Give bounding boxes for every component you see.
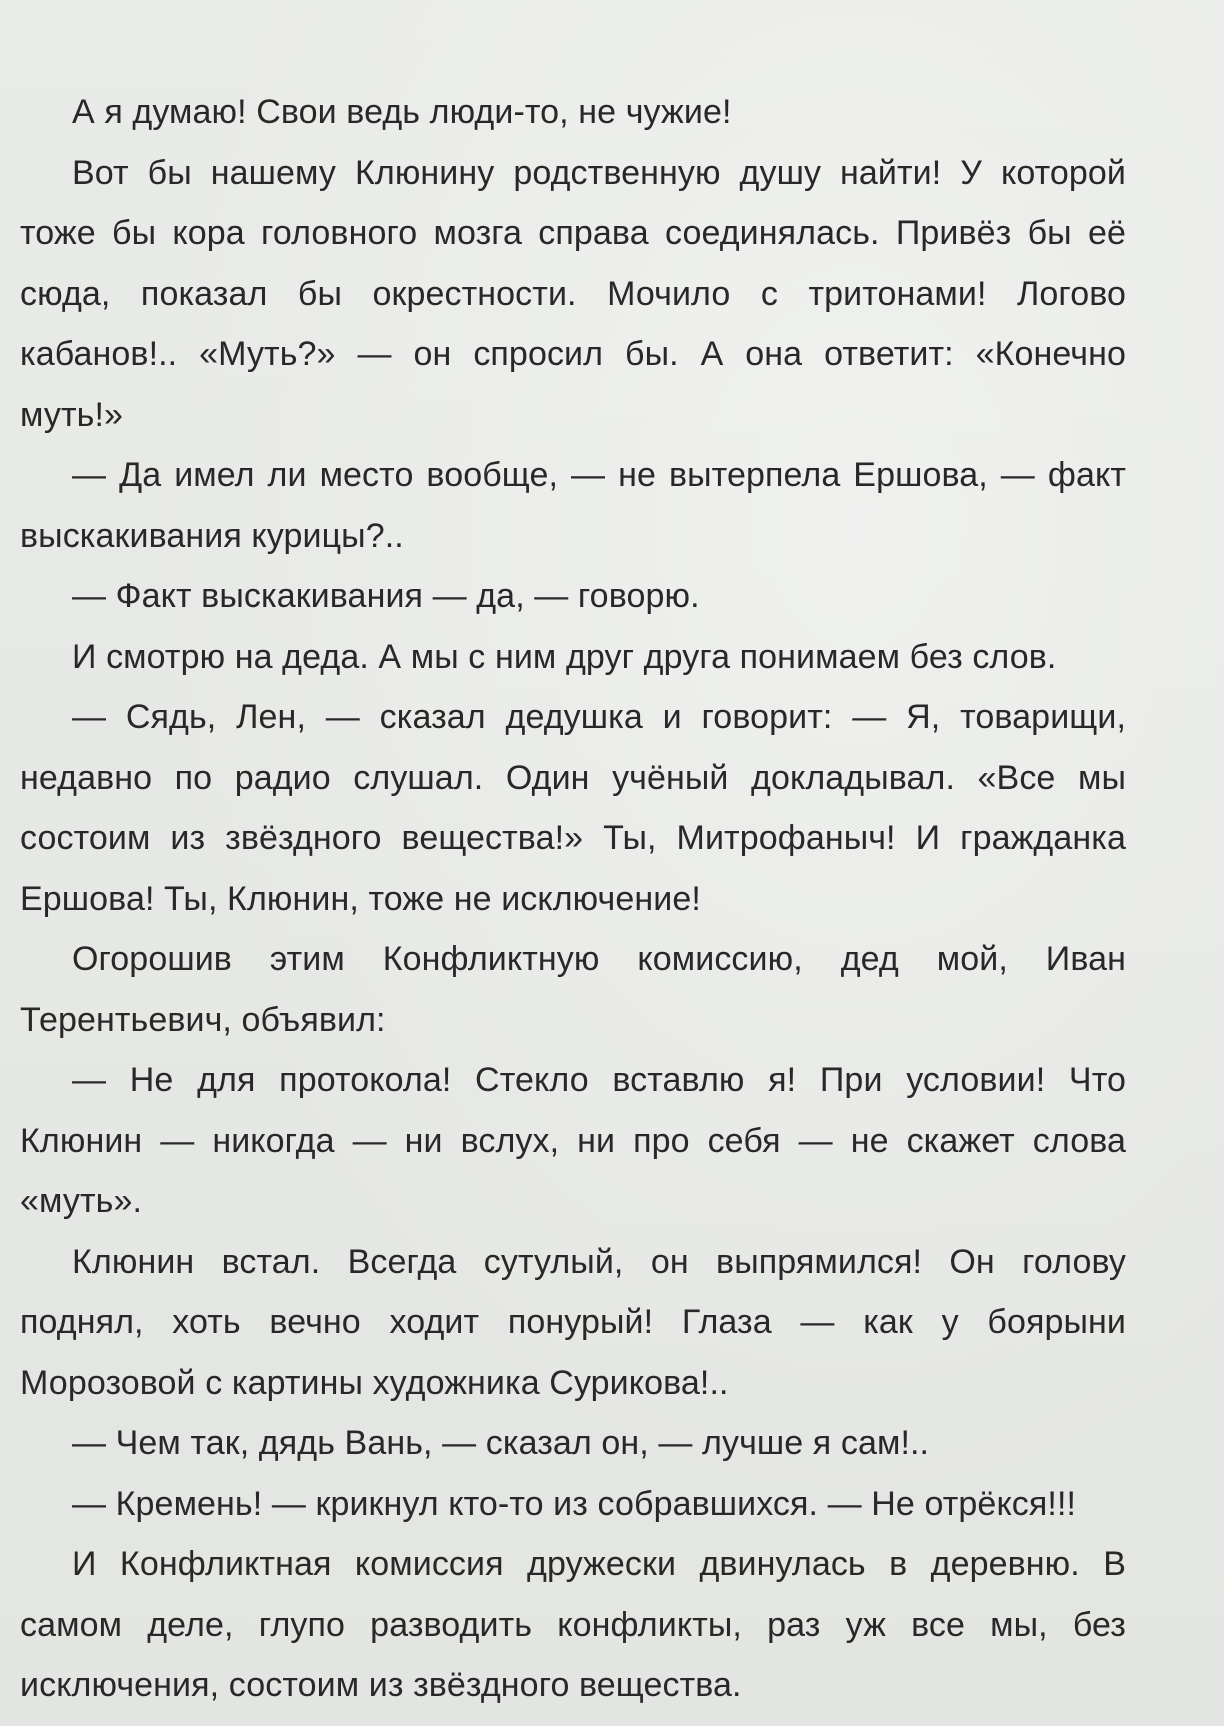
paragraph-12: И Конфликтная комиссия дружески двинулась в деревню. В самом деле, глупо разводить конфликты, раз уж все мы, без исключения, состоим из звёздного вещества.	[20, 1545, 1126, 1704]
page-text	[20, 82, 1126, 1716]
paragraph-11: — Кремень! — крикнул кто-то из собравшихся. — Не отрёкся!!!	[72, 1484, 1077, 1523]
paragraph-9: Клюнин встал. Всегда сутулый, он выпрямился! Он голову поднял, хоть вечно ходит понурый! Глаза — как у боярыни Морозовой с картины художника Сурикова!..	[20, 1242, 1126, 1402]
paragraph-2: Вот бы нашему Клюнину родственную душу найти! У которой тоже бы кора головного мозга справа соединялась. Привёз бы её сюда, показал бы окрестности. Мочило с тритонами! Логово кабанов!.. «Муть?» — он спросил бы. А она ответит: «Конечно муть!»	[20, 153, 1126, 434]
paragraph-8: — Не для протокола! Стекло вставлю я! При условии! Что Клюнин — никогда — ни вслух, ни про себя — не скажет слова «муть».	[20, 1061, 1126, 1220]
paragraph-5: И смотрю на деда. А мы с ним друг друга понимаем без слов.	[72, 637, 1057, 676]
paragraph-6: — Сядь, Лен, — сказал дедушка и говорит: — Я, товарищи, недавно по радио слушал. Один учёный докладывал. «Все мы состоим из звёздного вещества!» Ты, Митрофаныч! И гражданка Ершова! Ты, Клюнин, тоже не исключение!	[20, 698, 1126, 918]
paragraph-4: — Факт выскакивания — да, — говорю.	[72, 577, 700, 615]
paragraph-10: — Чем так, дядь Вань, — сказал он, — лучше я сам!..	[72, 1424, 930, 1462]
paragraph-1: А я думаю! Свои ведь люди-то, не чужие!	[72, 93, 732, 131]
paragraph-3: — Да имел ли место вообще, — не вытерпела Ершова, — факт выскакивания курицы?..	[20, 456, 1126, 555]
paragraph-7: Огорошив этим Конфликтную комиссию, дед мой, Иван Терентьевич, объявил:	[20, 940, 1126, 1039]
